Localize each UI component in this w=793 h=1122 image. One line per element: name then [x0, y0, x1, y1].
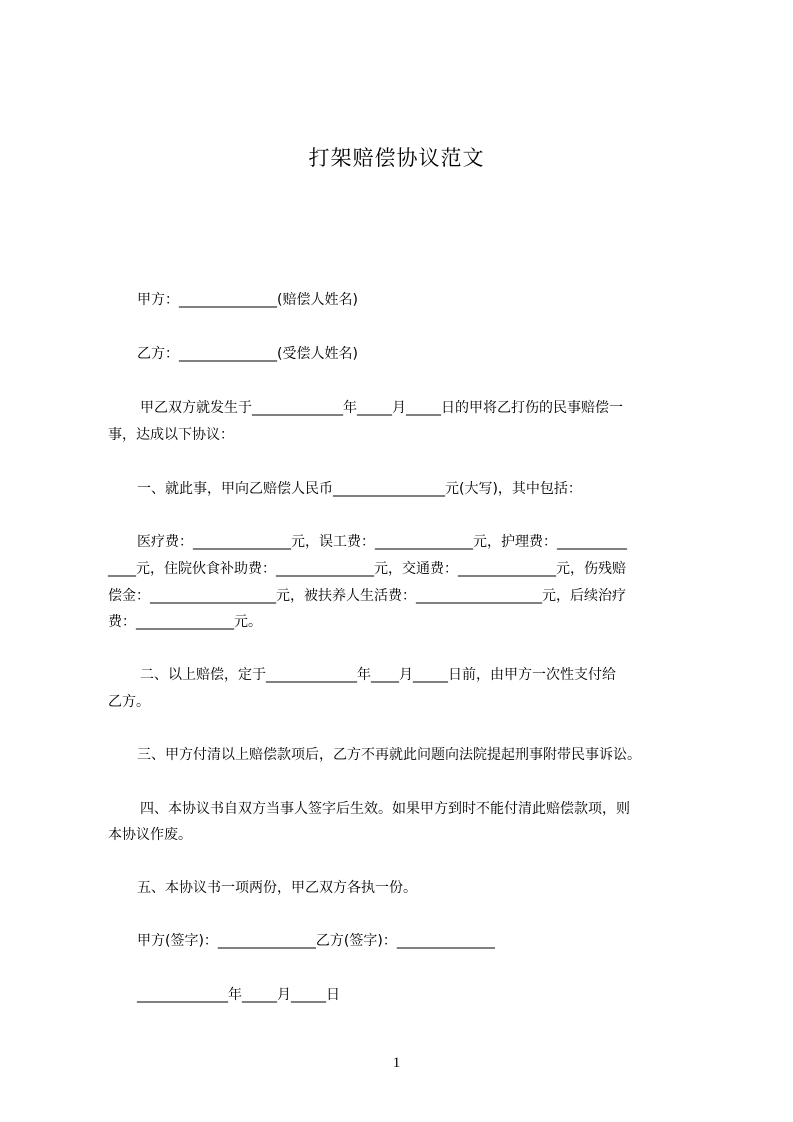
clause-5: 五、本协议书一项两份，甲乙双方各执一份。 [137, 880, 417, 896]
party-a-line: 甲方：______________(赔偿人姓名) [137, 292, 358, 308]
clause-3: 三、甲方付清以上赔偿款项后，乙方不再就此问题向法院提起刑事附带民事诉讼。 [137, 747, 641, 763]
clause-2-line-1: 二、以上赔偿，定于_____________年____月_____日前，由甲方一次性支付给 [140, 667, 616, 683]
document-title: 打架赔偿协议范文 [308, 146, 485, 170]
clause-1: 一、就此事，甲向乙赔偿人民币________________元(大写)，其中包括： [137, 481, 582, 497]
expenses-line-1: 医疗费：______________元，误工费：______________元，护理费：__________ [137, 534, 627, 550]
expenses-line-3: 偿金：__________________元，被扶养人生活费：__________________元，后续治疗 [108, 588, 626, 604]
party-b-line: 乙方：______________(受偿人姓名) [137, 346, 358, 362]
page-number: 1 [392, 1055, 401, 1071]
intro-line-1: 甲乙双方就发生于_____________年_____月_____日的甲将乙打伤的民事赔偿一 [140, 400, 623, 416]
date-line: _____________年_____月_____日 [137, 987, 340, 1003]
clause-2-line-2: 乙方。 [108, 694, 150, 710]
clause-4-line-1: 四、本协议书自双方当事人签字后生效。如果甲方到时不能付清此赔偿款项，则 [140, 801, 630, 817]
expenses-line-2: ____元，住院伙食补助费：______________元，交通费：______________元，伤残赔 [108, 561, 626, 577]
expenses-line-4: 费：______________元。 [108, 614, 262, 630]
signature-line: 甲方(签字)：______________乙方(签字)：______________ [137, 933, 495, 949]
clause-4-line-2: 本协议作废。 [108, 827, 192, 843]
intro-line-2: 事，达成以下协议： [108, 427, 234, 443]
